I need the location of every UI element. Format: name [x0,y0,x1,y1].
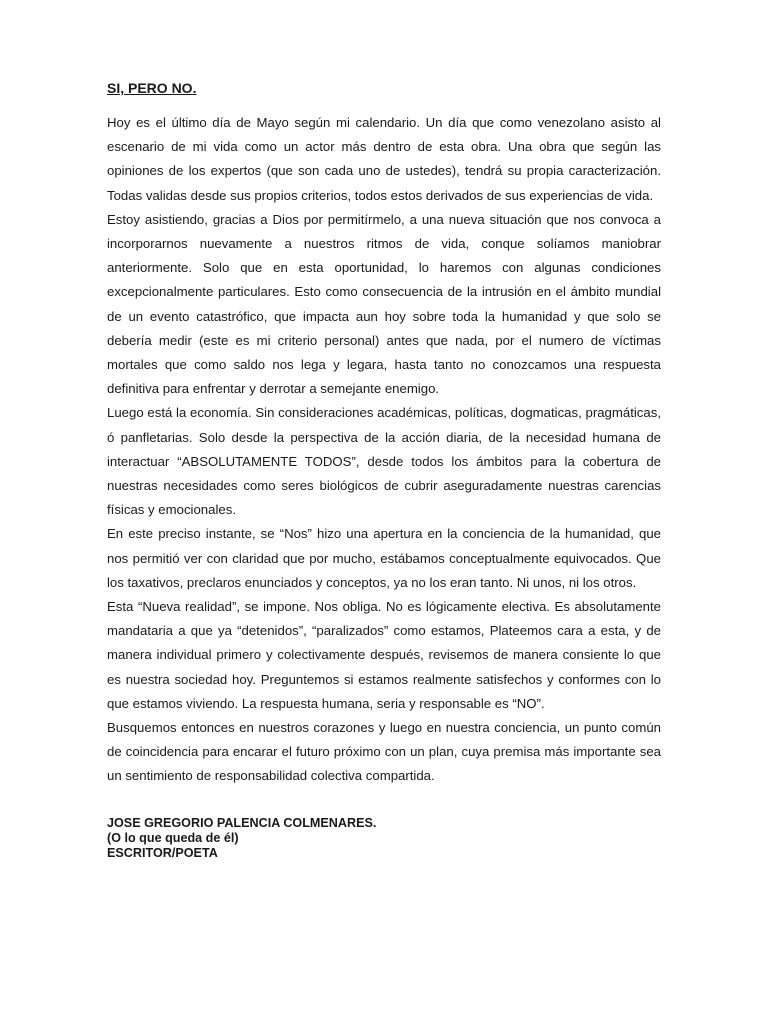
paragraph-2: Estoy asistiendo, gracias a Dios por permitírmelo, a una nueva situación que nos convoca a incorporarnos nuevamente a nuestros ritmos de vida, conque solíamos maniobrar anteriormente. Solo que en esta oportunidad, lo haremos con algunas condiciones excepcionalmente particulares. Esto como consecuencia de la intrusión en el ámbito mundial de un evento catastrófico, que impacta aun hoy sobre toda la humanidad y que solo se debería medir (este es mi criterio personal) antes que nada, por el numero de víctimas mortales que como saldo nos lega y legara, hasta tanto no conozcamos una respuesta definitiva para enfrentar y derrotar a semejante enemigo. [107,211,661,397]
document-title: SI, PERO NO. [107,80,197,96]
paragraph-1: Hoy es el último día de Mayo según mi calendario. Un día que como venezolano asisto al escenario de mi vida como un actor más dentro de esta obra. Una obra que según las opiniones de los expertos (que son cada uno de ustedes), tendrá su propia caracterización. Todas validas desde sus propios criterios, todos estos derivados de sus experiencias de vida. [107,115,661,203]
document-page [107,78,661,861]
paragraph-6: Busquemos entonces en nuestros corazones y luego en nuestra conciencia, un punto común de coincidencia para encarar el futuro próximo con un plan, cuya premisa más importante sea un sentimiento de responsabilidad colectiva compartida. [107,720,661,784]
author-name: JOSE GREGORIO PALENCIA COLMENARES. [107,815,377,830]
author-role: ESCRITOR/POETA [107,845,218,860]
author-note: (O lo que queda de él) [107,830,239,845]
paragraph-5: Esta “Nueva realidad”, se impone. Nos obliga. No es lógicamente electiva. Es absolutamente mandataria a que ya “detenidos”, “paralizados” como estamos, Plateemos cara a esta, y de manera individual primero y colectivamente después, revisemos de manera consiente lo que es nuestra sociedad hoy. Preguntemos si estamos realmente satisfechos y conformes con lo que estamos viviendo. La respuesta humana, seria y responsable es “NO”. [107,599,661,711]
paragraph-3: Luego está la economía. Sin consideraciones académicas, políticas, dogmaticas, pragmáticas, ó panfletarias. Solo desde la perspectiva de la acción diaria, de la necesidad humana de interactuar “ABSOLUTAMENTE TODOS”, desde todos los ámbitos para la cobertura de nuestras necesidades como seres biológicos de cubrir aseguradamente nuestras carencias físicas y emocionales. [107,405,661,518]
paragraph-4: En este preciso instante, se “Nos” hizo una apertura en la conciencia de la humanidad, que nos permitió ver con claridad que por mucho, estábamos conceptualmente equivocados. Que los taxativos, preclaros enunciados y conceptos, ya no los eran tanto. Ni unos, ni los otros. [107,526,661,590]
signature-block [107,816,661,861]
